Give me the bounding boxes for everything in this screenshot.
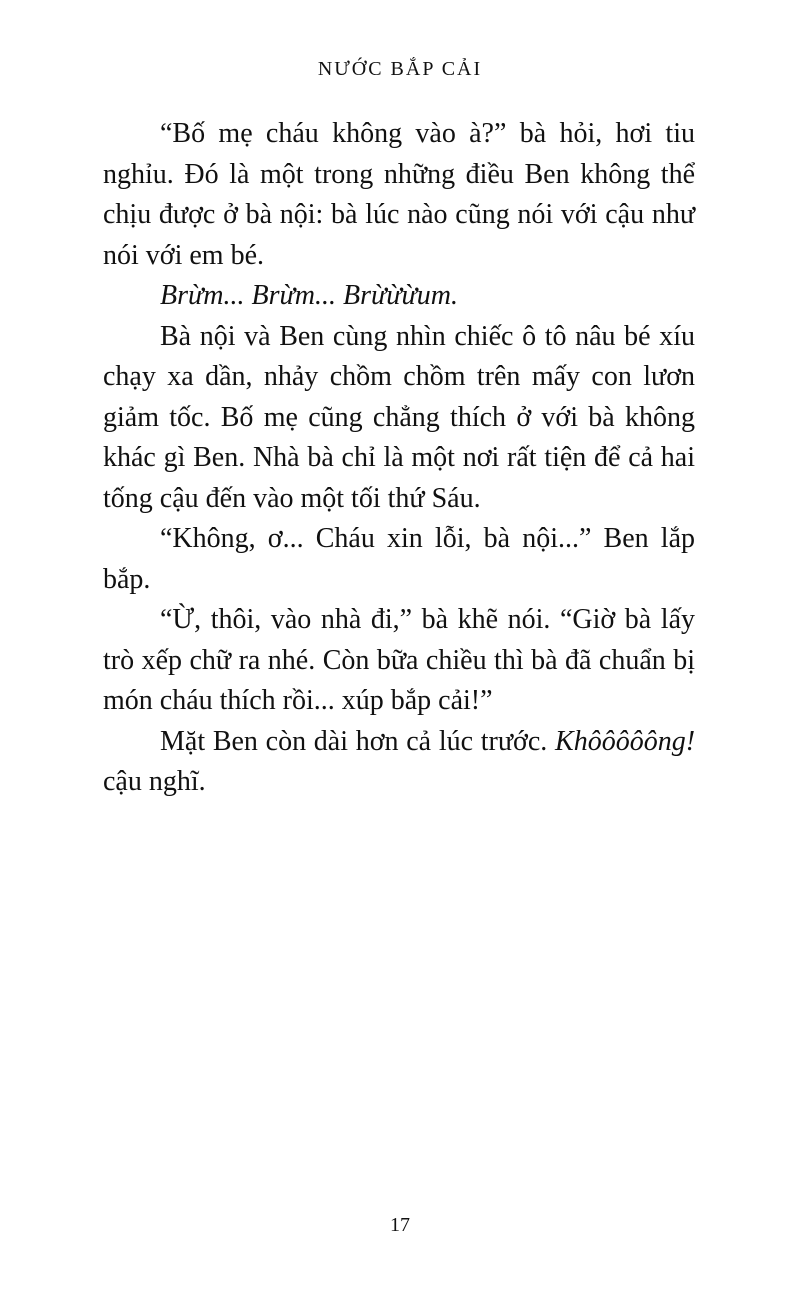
body-text bbox=[103, 114, 695, 803]
paragraph-6-sentence: Mặt Ben còn dài hơn cả lúc trước. bbox=[160, 725, 548, 757]
paragraph-5: “Ừ, thôi, vào nhà đi,” bà khẽ nói. “Giờ bà lấy trò xếp chữ ra nhé. Còn bữa chiều thì bà đã chuẩn bị món cháu thích rồi... xúp bắp cải!” bbox=[103, 604, 695, 716]
paragraph-2 bbox=[103, 276, 695, 317]
paragraph-6-tail: cậu nghĩ. bbox=[103, 766, 206, 797]
paragraph-6 bbox=[103, 722, 695, 803]
paragraph-4: “Không, ơ... Cháu xin lỗi, bà nội...” Ben lắp bắp. bbox=[103, 523, 695, 595]
running-header: NƯỚC BẮP CẢI bbox=[317, 58, 483, 80]
italic-sound-text: Brừm... Brừm... Brừừừum. bbox=[160, 280, 459, 311]
paragraph-1: “Bố mẹ cháu không vào à?” bà hỏi, hơi tiu nghỉu. Đó là một trong những điều Ben không thể chịu được ở bà nội: bà lúc nào cũng nói với cậu như nói với em bé. bbox=[103, 118, 695, 271]
page-number: 17 bbox=[390, 1214, 410, 1236]
italic-thought-text: Khôôôôông! bbox=[555, 725, 696, 757]
paragraph-3: Bà nội và Ben cùng nhìn chiếc ô tô nâu bé xíu chạy xa dần, nhảy chồm chồm trên mấy con lươn giảm tốc. Bố mẹ cũng chẳng thích ở với bà không khác gì Ben. Nhà bà chỉ là một nơi rất tiện để cả hai tống cậu đến vào một tối thứ Sáu. bbox=[103, 320, 695, 514]
